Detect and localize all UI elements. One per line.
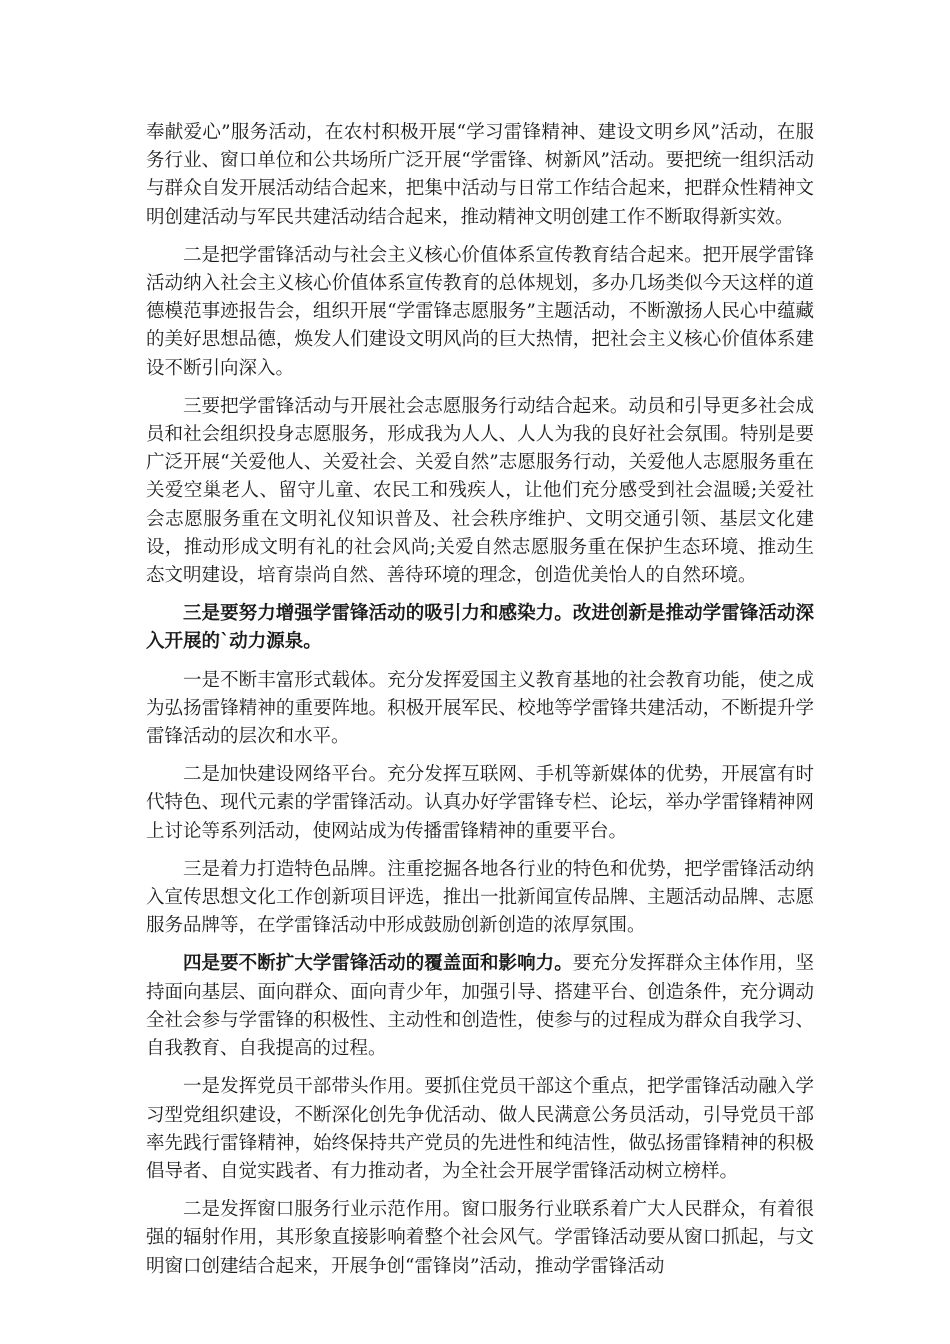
paragraph-9-text: 二是发挥窗口服务行业示范作用。窗口服务行业联系着广大人民群众，有着很强的辐射作用，其形象直接影响着整个社会风气。学雷锋活动要从窗口抓起，与文明窗口创建结合起来，开展争创“雷锋岗”活动，推动学雷锋活动: [146, 1199, 814, 1277]
paragraph-6: [146, 856, 814, 941]
paragraph-4-text: 一是不断丰富形式载体。充分发挥爱国主义教育基地的社会教育功能，使之成为弘扬雷锋精神的重要阵地。积极开展军民、校地等学雷锋共建活动，不断提升学雷锋活动的层次和水平。: [146, 669, 814, 748]
paragraph-6-text: 三是着力打造特色品牌。注重挖掘各地各行业的特色和优势，把学雷锋活动纳入宣传思想文化工作创新项目评选，推出一批新闻宣传品牌、主题活动品牌、志愿服务品牌等，在学雷锋活动中形成鼓励创新创造的浓厚氛围。: [146, 858, 814, 937]
section-heading-4-text: 四是要不断扩大学雷锋活动的覆盖面和影响力。: [183, 953, 573, 975]
paragraph-5-text: 二是加快建设网络平台。充分发挥互联网、手机等新媒体的优势，开展富有时代特色、现代元素的学雷锋活动。认真办好学雷锋专栏、论坛，举办学雷锋精神网上讨论等系列活动，使网站成为传播雷锋精神的重要平台。: [146, 764, 814, 842]
paragraph-9: [146, 1196, 814, 1281]
paragraph-0-text: 奉献爱心”服务活动，在农村积极开展“学习雷锋精神、建设文明乡风”活动，在服务行业、窗口单位和公共场所广泛开展“学雷锋、树新风”活动。要把统一组织活动与群众自发开展活动结合起来，把集中活动与日常工作结合起来，把群众性精神文明创建活动与军民共建活动结合起来，推动精神文明创建工作不断取得新实效。: [146, 122, 814, 228]
paragraph-8-text: 一是发挥党员干部带头作用。要抓住党员干部这个重点，把学雷锋活动融入学习型党组织建设，不断深化创先争优活动、做人民满意公务员活动，引导党员干部率先践行雷锋精神，始终保持共产党员的先进性和纯洁性，做弘扬雷锋精神的积极倡导者、自觉实践者、有力推动者，为全社会开展学雷锋活动树立榜样。: [146, 1076, 814, 1182]
paragraph-5: [146, 761, 814, 846]
paragraph-1: [146, 242, 814, 383]
paragraph-1-text: 二是把学雷锋活动与社会主义核心价值体系宣传教育结合起来。把开展学雷锋活动纳入社会主义核心价值体系宣传教育的总体规划，多办几场类似今天这样的道德模范事迹报告会，组织开展“学雷锋志愿服务”主题活动，不断激扬人民心中蕴藏的美好思想品德，焕发人们建设文明风尚的巨大热情，把社会主义核心价值体系建设不断引向深入。: [146, 244, 814, 379]
paragraph-4: [146, 667, 814, 752]
paragraph-2: [146, 393, 814, 590]
section-heading-3-text: 三是要努力增强学雷锋活动的吸引力和感染力。改进创新是推动学雷锋活动深入开展的`动力源泉。: [146, 603, 814, 653]
document-body: [146, 119, 814, 1291]
paragraph-0: [146, 119, 814, 232]
paragraph-2-text: 三要把学雷锋活动与开展社会志愿服务行动结合起来。动员和引导更多社会成员和社会组织投身志愿服务，形成我为人人、人人为我的良好社会氛围。特别是要广泛开展“关爱他人、关爱社会、关爱自然”志愿服务行动，关爱他人志愿服务重在关爱空巢老人、留守儿童、农民工和残疾人，让他们充分感受到社会温暖;关爱社会志愿服务重在文明礼仪知识普及、社会秩序维护、文明交通引领、基层文化建设，推动形成文明有礼的社会风尚;关爱自然志愿服务重在保护生态环境、推动生态文明建设，培育崇尚自然、善待环境的理念，创造优美怡人的自然环境。: [146, 395, 814, 587]
paragraph-8: [146, 1073, 814, 1186]
paragraph-7-text: 要充分发挥群众主体作用，坚持面向基层、面向群众、面向青少年，加强引导、搭建平台、创造条件，充分调动全社会参与学雷锋的积极性、主动性和创造性，使参与的过程成为群众自我学习、自我教育、自我提高的过程。: [146, 953, 814, 1060]
paragraph-7: [146, 950, 814, 1063]
section-heading-3: [146, 600, 814, 656]
